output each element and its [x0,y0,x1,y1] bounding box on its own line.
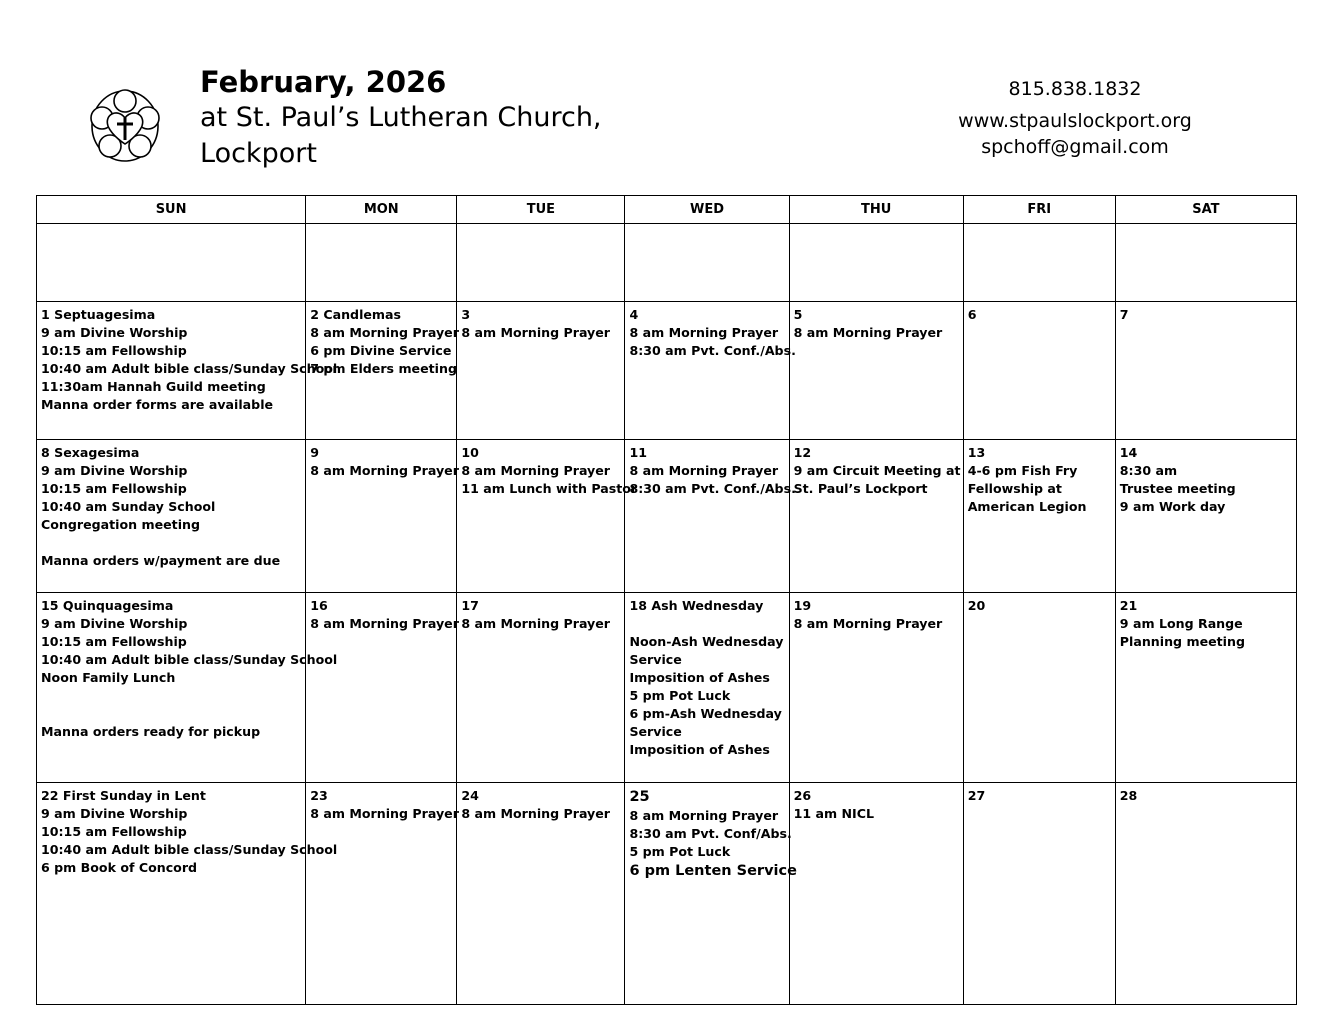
event-line: 8 am Morning Prayer [629,325,779,340]
event-line: 10:15 am Fellowship [41,824,187,839]
week-row [37,593,1297,783]
event-line: 11 am NICL [793,806,874,821]
event-line: 11 am Lunch with Pastor [461,481,638,496]
day-number: 5 [793,307,803,322]
day-cell [789,593,963,783]
event-line: 8 am Morning Prayer [461,463,611,478]
event-line [41,705,301,723]
event-line [41,534,301,552]
event-line: 10:40 am Adult bible class/Sunday School [41,842,338,857]
phone-number: 815.838.1832 [1008,78,1142,100]
day-cell [306,440,457,593]
day-number: 15 Quinquagesima [41,598,174,613]
event-line: Manna orders ready for pickup [41,724,261,739]
day-cell [963,783,1115,1005]
event-line: 8 am Morning Prayer [793,616,943,631]
day-number: 19 [793,598,812,613]
event-line: 10:40 am Sunday School [41,499,216,514]
event-line: 11:30am Hannah Guild meeting [41,379,266,394]
day-cell [625,440,796,593]
day-cell [306,593,457,783]
event-line [629,615,784,633]
day-number: 13 [967,445,986,460]
event-line: 5 pm Pot Luck [629,844,731,859]
event-line: 8:30 am Pvt. Conf./Abs. [629,343,796,358]
event-line: Manna orders w/payment are due [41,553,281,568]
weekday-header: WED [625,196,789,224]
event-line: 9 am Circuit Meeting at [793,463,961,478]
day-cell [1115,224,1296,302]
day-cell [457,440,638,593]
day-number: 25 [629,789,650,805]
event-line: St. Paul’s Lockport [793,481,928,496]
day-number: 11 [629,445,647,460]
day-cell [625,593,789,783]
day-number: 23 [310,788,328,803]
day-number: 3 [461,307,471,322]
day-cell [625,224,789,302]
day-cell [963,593,1115,783]
email-link[interactable]: spchoff@gmail.com [981,136,1169,158]
event-line: 8 am Morning Prayer [461,806,611,821]
event-line: American Legion [967,499,1087,514]
day-number: 17 [461,598,479,613]
event-line: 8 am Morning Prayer [629,463,779,478]
day-number: 26 [793,788,812,803]
day-cell [1115,593,1296,783]
day-number: 4 [629,307,639,322]
event-line: 5 pm Pot Luck [629,688,731,703]
day-number: 8 Sexagesima [41,445,140,460]
event-line: 8:30 am [1119,463,1178,478]
event-line: 8 am Morning Prayer [793,325,943,340]
day-cell [37,224,306,302]
day-number: 2 Candlemas [310,307,402,322]
event-line [41,687,301,705]
event-line: 4-6 pm Fish Fry [967,463,1078,478]
day-cell [37,440,306,593]
event-line: 6 pm-Ash Wednesday [629,706,782,721]
event-line: 8 am Morning Prayer [461,616,611,631]
day-number: 27 [967,788,986,803]
church-name: at St. Paul’s Lutheran Church, [200,102,602,133]
weekday-header: SAT [1115,196,1296,224]
day-number: 21 [1119,598,1138,613]
weekday-header: MON [306,196,457,224]
day-number: 12 [793,445,812,460]
day-cell [306,224,457,302]
calendar-month: February, 2026 [200,65,447,99]
day-cell [625,302,796,440]
luther-rose-logo [90,88,160,164]
day-cell [1115,783,1296,1005]
event-line: Congregation meeting [41,517,201,532]
event-line: 8 am Morning Prayer [629,808,779,823]
calendar-title-block [200,64,602,172]
weekday-header-row [37,196,1297,224]
event-line: Service [629,652,682,667]
weekday-header: SUN [37,196,306,224]
church-city: Lockport [200,138,317,169]
event-line: 8 am Morning Prayer [310,463,459,478]
day-cell [457,593,625,783]
day-number: 22 First Sunday in Lent [41,788,206,803]
event-line: Noon-Ash Wednesday [629,634,784,649]
day-cell [789,440,963,593]
day-number: 16 [310,598,328,613]
day-cell [457,224,625,302]
day-number: 1 Septuagesima [41,307,156,322]
day-cell [789,783,963,1005]
day-cell [963,302,1115,440]
weekday-header: THU [789,196,963,224]
event-line: Imposition of Ashes [629,670,770,685]
day-cell [789,302,963,440]
event-line: 8:30 am Pvt. Conf./Abs. [629,481,796,496]
weekday-header: FRI [963,196,1115,224]
event-line: 8:30 am Pvt. Conf/Abs. [629,826,792,841]
event-line: 10:40 am Adult bible class/Sunday School [41,361,338,376]
event-line: 10:15 am Fellowship [41,343,187,358]
event-line: 10:15 am Fellowship [41,481,187,496]
day-number: 24 [461,788,479,803]
website-link[interactable]: www.stpaulslockport.org [958,110,1192,132]
event-line: 6 pm Lenten Service [629,863,797,879]
event-line: 10:15 am Fellowship [41,634,187,649]
week-row [37,302,1297,440]
day-number: 10 [461,445,479,460]
event-line: Fellowship at [967,481,1062,496]
day-cell [1115,302,1296,440]
event-line: 9 am Work day [1119,499,1226,514]
day-cell [963,440,1115,593]
event-line: Planning meeting [1119,634,1245,649]
event-line: Service [629,724,682,739]
event-line: Manna order forms are available [41,397,274,412]
day-cell [1115,440,1296,593]
event-line: 9 am Divine Worship [41,806,188,821]
day-number: 28 [1119,788,1138,803]
contact-block [955,76,1195,160]
day-number: 7 [1119,307,1129,322]
day-cell [789,224,963,302]
day-number: 20 [967,598,986,613]
event-line: 9 am Long Range [1119,616,1243,631]
day-number: 9 [310,445,319,460]
day-cell [625,783,797,1005]
event-line: 8 am Morning Prayer [310,325,459,340]
day-number: 18 Ash Wednesday [629,598,764,613]
event-line: 9 am Divine Worship [41,325,188,340]
day-cell [37,302,338,440]
day-number: 6 [967,307,977,322]
event-line: 10:40 am Adult bible class/Sunday School [41,652,338,667]
event-line: 7 pm Elders meeting [310,361,457,376]
day-number: 14 [1119,445,1138,460]
weekday-header: TUE [457,196,625,224]
day-cell [306,783,457,1005]
week-row [37,440,1297,593]
event-line: 8 am Morning Prayer [461,325,611,340]
day-cell [457,783,625,1005]
day-cell [963,224,1115,302]
event-line: Trustee meeting [1119,481,1236,496]
event-line: 8 am Morning Prayer [310,616,459,631]
day-cell [457,302,625,440]
event-line: 9 am Divine Worship [41,463,188,478]
event-line: 9 am Divine Worship [41,616,188,631]
day-cell [306,302,457,440]
event-line: Noon Family Lunch [41,670,176,685]
week-row [37,783,1297,1005]
event-line: 6 pm Divine Service [310,343,452,358]
event-line: 8 am Morning Prayer [310,806,459,821]
calendar-grid [36,195,1297,1005]
event-line: Imposition of Ashes [629,742,770,757]
event-line: 6 pm Book of Concord [41,860,198,875]
week-row [37,224,1297,302]
